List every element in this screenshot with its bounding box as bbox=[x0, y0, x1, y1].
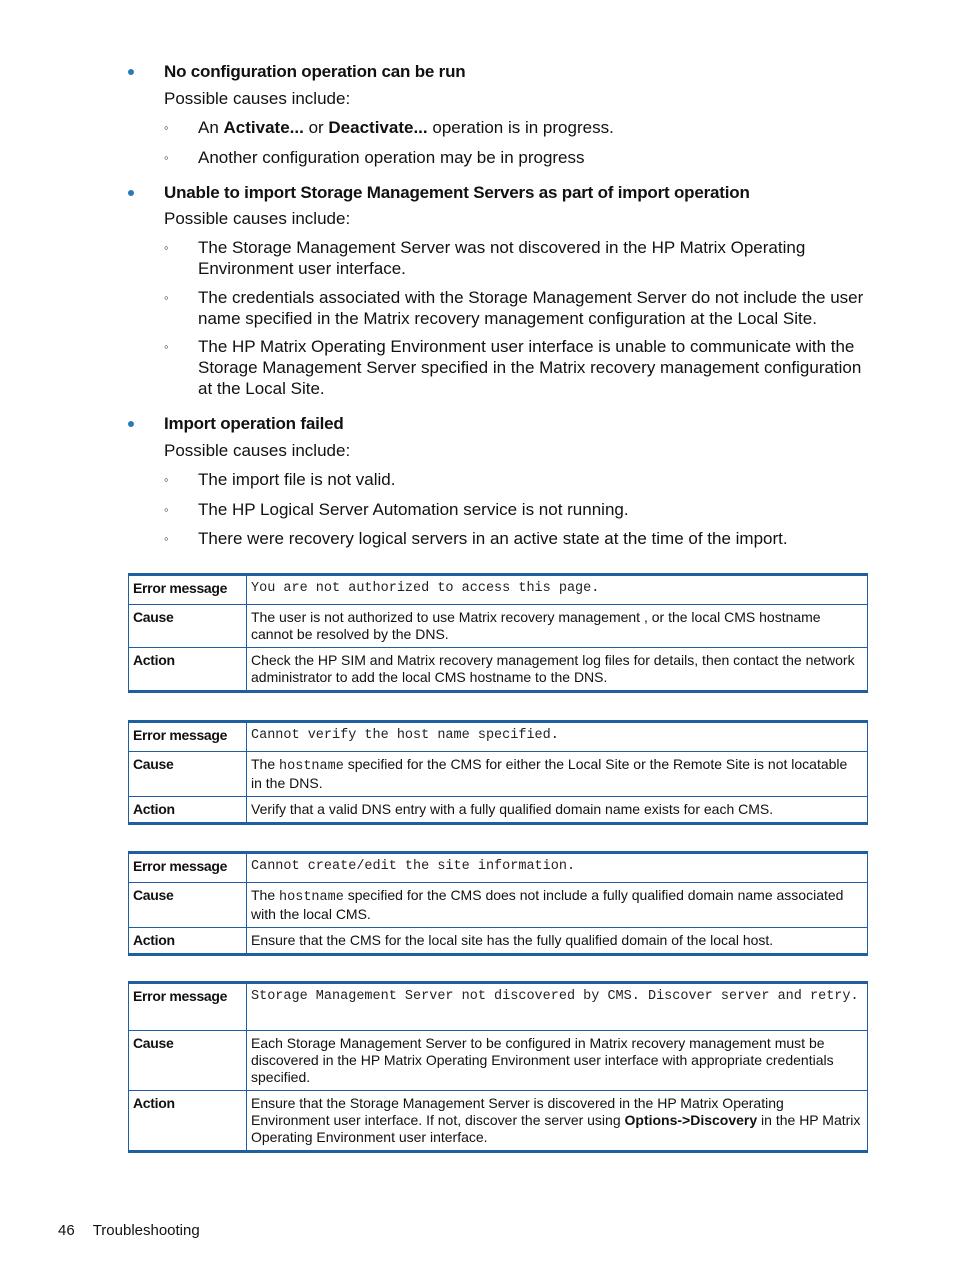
cause-text: The hostname specified for the CMS does not include a fully qualified domain name associated with the local CMS. bbox=[247, 883, 868, 928]
error-label: Error message bbox=[129, 983, 247, 1031]
error-table bbox=[128, 851, 868, 956]
bullet-dot bbox=[128, 69, 134, 75]
action-text: Ensure that the Storage Management Server is discovered in the HP Matrix Operating Environment user interface. If not, discover the server using Options->Discovery in the HP Matrix Operating Environment user interface. bbox=[247, 1091, 868, 1152]
table-row bbox=[129, 928, 868, 955]
cause-label: Cause bbox=[129, 883, 247, 928]
circle-bullet-icon: ◦ bbox=[164, 531, 169, 546]
sub-item: ◦ The import file is not valid. bbox=[164, 470, 396, 489]
table-row bbox=[129, 648, 868, 692]
circle-bullet-icon: ◦ bbox=[164, 290, 169, 305]
bullet-intro: Possible causes include: bbox=[164, 89, 351, 108]
action-label: Action bbox=[129, 1091, 247, 1152]
sub-item: ◦ There were recovery logical servers in an active state at the time of the import. bbox=[164, 529, 788, 548]
sub-item: ◦ The HP Matrix Operating Environment user interface is unable to communicate with the Storage Management Server specified in the Matrix recovery management configuration at the Local Site. bbox=[164, 337, 862, 398]
bullet-title: Import operation failed bbox=[164, 414, 344, 433]
error-label: Error message bbox=[129, 722, 247, 752]
table-row bbox=[129, 722, 868, 752]
table-row bbox=[129, 1091, 868, 1152]
circle-bullet-icon: ◦ bbox=[164, 339, 169, 354]
error-label: Error message bbox=[129, 575, 247, 605]
action-text: Verify that a valid DNS entry with a fully qualified domain name exists for each CMS. bbox=[247, 797, 868, 824]
bullet-intro: Possible causes include: bbox=[164, 441, 351, 460]
bullet-intro: Possible causes include: bbox=[164, 209, 351, 228]
error-label: Error message bbox=[129, 853, 247, 883]
hostname-code: hostname bbox=[279, 890, 344, 905]
sub-item: ◦ An Activate... or Deactivate... operation is in progress. bbox=[164, 118, 614, 137]
bullet-dot bbox=[128, 190, 134, 196]
sub-item: ◦ Another configuration operation may be in progress bbox=[164, 148, 585, 167]
error-message: Storage Management Server not discovered by CMS. Discover server and retry. bbox=[247, 983, 868, 1031]
error-table bbox=[128, 720, 868, 825]
action-label: Action bbox=[129, 648, 247, 692]
cause-label: Cause bbox=[129, 605, 247, 648]
bullet-title: Unable to import Storage Management Servers as part of import operation bbox=[164, 183, 750, 202]
table-row bbox=[129, 575, 868, 605]
table-row bbox=[129, 883, 868, 928]
circle-bullet-icon: ◦ bbox=[164, 150, 169, 165]
options-discovery-menu-path: Options->Discovery bbox=[624, 1112, 758, 1128]
circle-bullet-icon: ◦ bbox=[164, 502, 169, 517]
cause-label: Cause bbox=[129, 1031, 247, 1091]
circle-bullet-icon: ◦ bbox=[164, 472, 169, 487]
action-text: Ensure that the CMS for the local site has the fully qualified domain of the local host. bbox=[247, 928, 868, 955]
bullet-title: No configuration operation can be run bbox=[164, 62, 466, 81]
cause-text: The hostname specified for the CMS for either the Local Site or the Remote Site is not locatable in the DNS. bbox=[247, 752, 868, 797]
table-row bbox=[129, 605, 868, 648]
table-row bbox=[129, 752, 868, 797]
circle-bullet-icon: ◦ bbox=[164, 240, 169, 255]
cause-text: Each Storage Management Server to be configured in Matrix recovery management must be discovered in the HP Matrix Operating Environment user interface with appropriate credentials specified. bbox=[247, 1031, 868, 1091]
sub-item: ◦ The credentials associated with the Storage Management Server do not include the user name specified in the Matrix recovery management configuration at the Local Site. bbox=[164, 288, 864, 328]
hostname-code: hostname bbox=[279, 759, 344, 774]
table-row bbox=[129, 1031, 868, 1091]
cause-text: The user is not authorized to use Matrix recovery management , or the local CMS hostname cannot be resolved by the DNS. bbox=[247, 605, 868, 648]
circle-bullet-icon: ◦ bbox=[164, 120, 169, 135]
error-message: Cannot verify the host name specified. bbox=[247, 722, 868, 752]
cause-label: Cause bbox=[129, 752, 247, 797]
table-row bbox=[129, 983, 868, 1031]
error-message: You are not authorized to access this page. bbox=[247, 575, 868, 605]
error-message: Cannot create/edit the site information. bbox=[247, 853, 868, 883]
error-table bbox=[128, 981, 868, 1153]
error-table bbox=[128, 573, 868, 693]
action-label: Action bbox=[129, 928, 247, 955]
page-footer bbox=[58, 1222, 218, 1239]
bullet-dot bbox=[128, 421, 134, 427]
action-label: Action bbox=[129, 797, 247, 824]
table-row bbox=[129, 797, 868, 824]
sub-item: ◦ The HP Logical Server Automation service is not running. bbox=[164, 500, 629, 519]
sub-item: ◦ The Storage Management Server was not discovered in the HP Matrix Operating Environment user interface. bbox=[164, 238, 806, 278]
page-number: 46 bbox=[58, 1222, 75, 1239]
section-name: Troubleshooting bbox=[92, 1222, 200, 1239]
table-row bbox=[129, 853, 868, 883]
action-text: Check the HP SIM and Matrix recovery management log files for details, then contact the network administrator to add the local CMS hostname to the DNS. bbox=[247, 648, 868, 692]
